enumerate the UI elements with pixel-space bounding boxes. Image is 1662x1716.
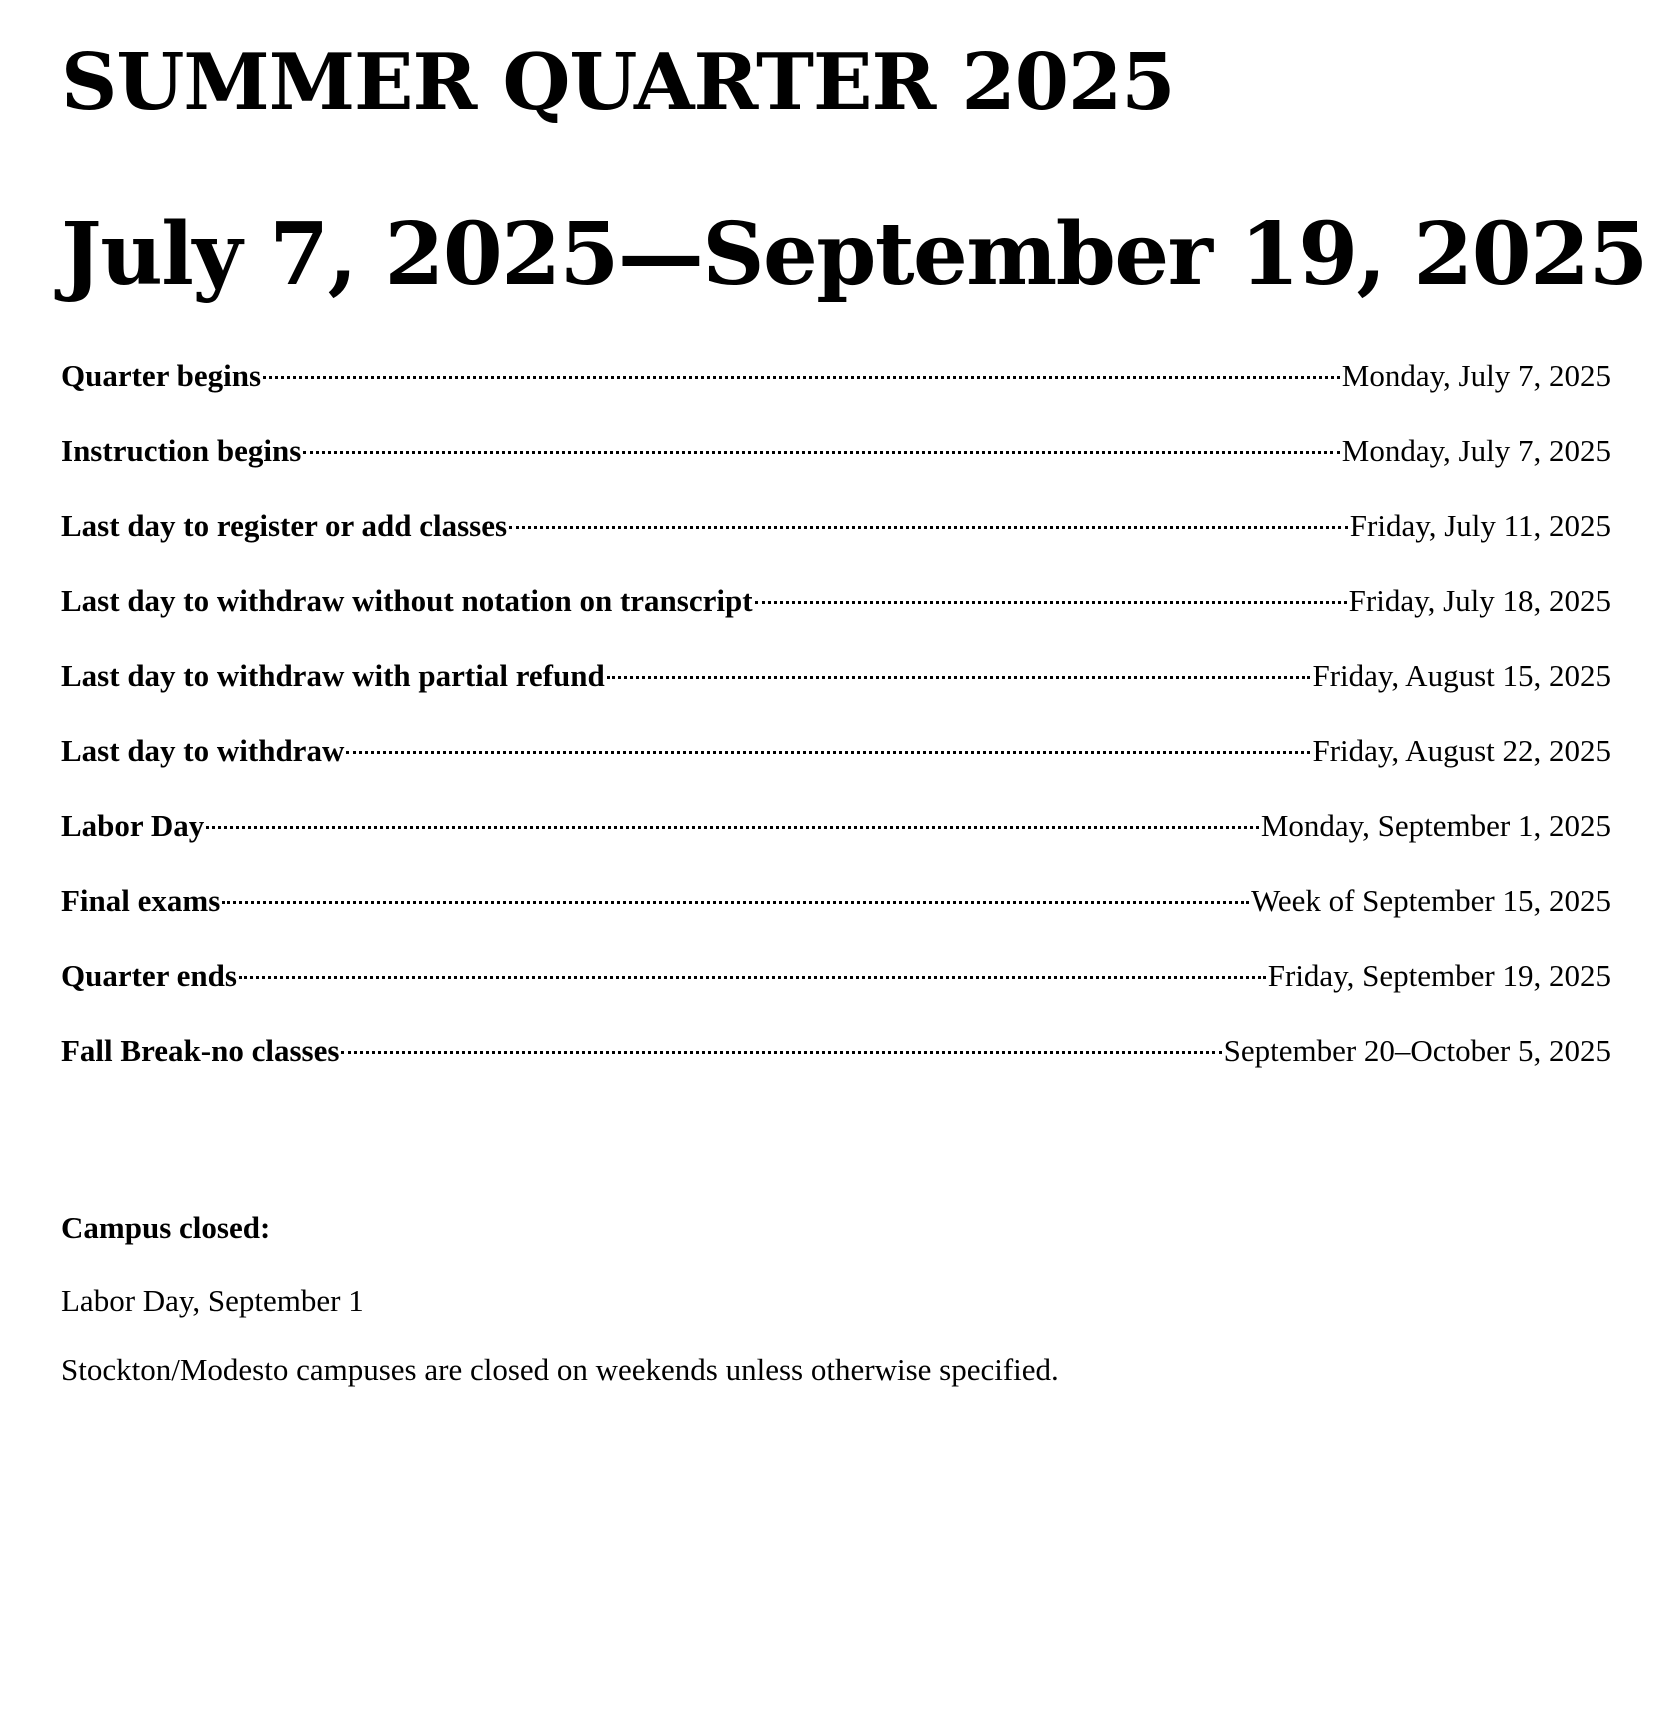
- schedule-row-label: Last day to withdraw without notation on transcript: [61, 583, 753, 618]
- date-range-heading: July 7, 2025—September 19, 2025: [61, 204, 1647, 305]
- schedule-row: [61, 433, 1611, 508]
- dot-leader: [341, 1050, 1221, 1054]
- dot-leader: [607, 675, 1311, 679]
- dot-leader: [303, 450, 1339, 454]
- schedule-row: [61, 508, 1611, 583]
- schedule-row-label: Last day to withdraw with partial refund: [61, 658, 605, 693]
- schedule-row-date: Friday, July 18, 2025: [1348, 583, 1611, 618]
- dot-leader: [222, 900, 1249, 904]
- campus-closed-line: Labor Day, September 1: [61, 1283, 364, 1318]
- schedule-row-date: Friday, August 22, 2025: [1312, 733, 1611, 768]
- schedule-row-date: Friday, September 19, 2025: [1267, 958, 1611, 993]
- schedule-row-date: Monday, September 1, 2025: [1260, 808, 1611, 843]
- schedule-row: [61, 883, 1611, 958]
- page-title: SUMMER QUARTER 2025: [61, 37, 1175, 128]
- schedule-row-date: Friday, August 15, 2025: [1312, 658, 1611, 693]
- schedule-row-date: Monday, July 7, 2025: [1341, 358, 1611, 393]
- campus-closed-heading: Campus closed:: [61, 1210, 271, 1245]
- schedule-row-label: Labor Day: [61, 808, 205, 843]
- dot-leader: [263, 375, 1340, 379]
- dot-leader: [509, 525, 1348, 529]
- dot-leader: [755, 600, 1347, 604]
- schedule-row: [61, 358, 1611, 433]
- schedule-list: [61, 358, 1611, 1108]
- schedule-row-date: September 20–October 5, 2025: [1223, 1033, 1611, 1068]
- schedule-row-label: Quarter begins: [61, 358, 262, 393]
- schedule-row: [61, 583, 1611, 658]
- dot-leader: [346, 750, 1310, 754]
- schedule-row: [61, 658, 1611, 733]
- schedule-row-label: Fall Break-no classes: [61, 1033, 340, 1068]
- dot-leader: [239, 975, 1266, 979]
- schedule-row-label: Last day to withdraw: [61, 733, 345, 768]
- schedule-row-label: Last day to register or add classes: [61, 508, 508, 543]
- schedule-row: [61, 1033, 1611, 1108]
- schedule-row: [61, 808, 1611, 883]
- schedule-row-date: Week of September 15, 2025: [1251, 883, 1611, 918]
- campus-closed-line: Stockton/Modesto campuses are closed on weekends unless otherwise specified.: [61, 1352, 1059, 1387]
- schedule-row-date: Friday, July 11, 2025: [1349, 508, 1611, 543]
- schedule-row-label: Final exams: [61, 883, 221, 918]
- schedule-row-date: Monday, July 7, 2025: [1341, 433, 1611, 468]
- schedule-row: [61, 958, 1611, 1033]
- schedule-row: [61, 733, 1611, 808]
- dot-leader: [206, 825, 1259, 829]
- schedule-row-label: Instruction begins: [61, 433, 302, 468]
- schedule-row-label: Quarter ends: [61, 958, 237, 993]
